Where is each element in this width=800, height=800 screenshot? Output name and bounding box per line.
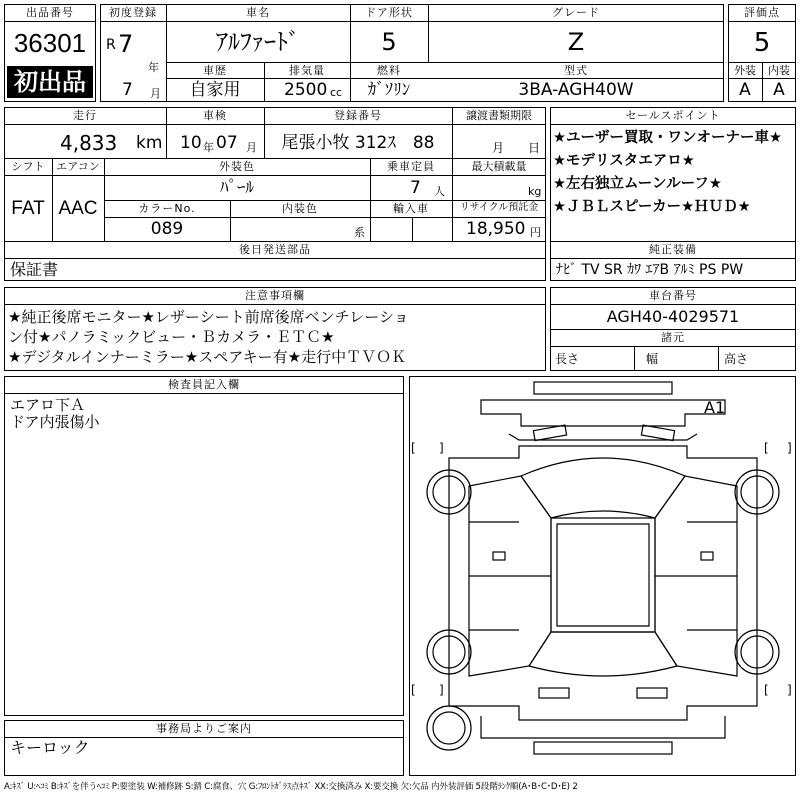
displacement-value: 2500 xyxy=(284,80,328,100)
aircon-label: エアコン xyxy=(56,160,100,173)
doors-value: 5 xyxy=(381,28,397,56)
legend-text: A:ｷｽﾞ U:ﾍｺﾐ B:ｷｽﾞを伴うﾍｺﾐ P:要塗装 W:補修跡 S:錆 C:腐食、穴 G:ﾌﾛﾝﾄｶﾞﾗｽ点ｷｽﾞ XX:交換済み X:要交換 欠:欠品 内外装評価 5段階ﾗﾝｸ順(A･B･C･D･E) 2 xyxy=(4,782,578,792)
first-reg-month: 7 xyxy=(122,80,133,100)
inspection-month: 07 xyxy=(216,133,238,153)
interior-grade-label: 内装 xyxy=(768,64,790,77)
office-label: 事務局よりご案内 xyxy=(156,722,252,735)
notes-line-3: ★デジタルインナーミラー★スペアキー有★走行中ＴＶＯＫ xyxy=(8,348,407,366)
interior-grade-value: A xyxy=(773,80,785,100)
shift-label: シフト xyxy=(11,160,45,173)
model-label: 型式 xyxy=(564,64,588,77)
chassis-label: 車台番号 xyxy=(649,289,697,302)
sales-points-label: セールスポイント xyxy=(625,109,721,122)
score-value: 5 xyxy=(753,28,771,58)
inspection-month-unit: 月 xyxy=(246,141,257,154)
recycle-unit: 円 xyxy=(530,226,541,239)
exterior-color-value: ﾊﾟｰﾙ xyxy=(220,178,254,198)
lot-label: 出品番号 xyxy=(26,6,74,19)
displacement-unit: cc xyxy=(330,86,343,99)
history-label: 車歴 xyxy=(203,64,227,77)
max-load-unit: kg xyxy=(528,185,542,198)
svg-text:[: [ xyxy=(411,683,416,697)
svg-text:]: ] xyxy=(439,683,444,697)
transfer-month-unit: 月 xyxy=(492,141,505,155)
capacity-label: 乗車定員 xyxy=(387,160,435,173)
svg-text:[: [ xyxy=(764,683,769,697)
mileage-value: 4,833 xyxy=(60,131,118,155)
sales-point-line-3: ★左右独立ムーンルーフ★ xyxy=(553,176,722,192)
exterior-grade-label: 外装 xyxy=(734,64,756,77)
svg-text:]: ] xyxy=(439,441,444,455)
first-reg-year-unit: 年 xyxy=(148,61,159,74)
interior-color-unit: 系 xyxy=(354,226,365,239)
car-name-value: ｱﾙﾌｧｰﾄﾞ xyxy=(216,28,300,56)
damage-mark-a1: A1 xyxy=(704,398,726,417)
inspection-year: 10 xyxy=(180,133,202,153)
inspector-line-2: ドア内張傷小 xyxy=(10,413,100,431)
sales-point-line-4: ★ＪＢＬスピーカー★ＨＵＤ★ xyxy=(553,199,751,215)
aircon-value: AAC xyxy=(58,198,98,219)
first-reg-month-unit: 月 xyxy=(150,87,161,100)
max-load-label: 最大積載量 xyxy=(471,160,527,173)
dimensions-label: 諸元 xyxy=(661,331,685,344)
first-reg-era: R xyxy=(106,37,116,53)
inspection-year-unit: 年 xyxy=(203,141,214,154)
equipment-label: 純正装備 xyxy=(649,243,697,256)
plate-value: 尾張小牧 312ｽ 88 xyxy=(281,133,435,153)
shift-value: FAT xyxy=(11,198,45,219)
sales-point-line-2: ★モデリスタエアロ★ xyxy=(553,153,695,169)
capacity-value: 7 xyxy=(410,178,421,198)
car-name-label: 車名 xyxy=(246,6,270,19)
inspection-label: 車検 xyxy=(203,109,227,122)
grade-value: Z xyxy=(567,28,585,56)
sales-point-line-1: ★ユーザー買取・ワンオーナー車★ xyxy=(553,130,782,146)
followup-value: 保証書 xyxy=(10,260,59,279)
interior-color-label: 内装色 xyxy=(282,202,318,215)
mileage-unit: km xyxy=(136,133,163,153)
transfer-day-unit: 日 xyxy=(528,141,541,155)
exterior-grade-value: A xyxy=(739,80,751,100)
history-value: 自家用 xyxy=(189,80,241,100)
doors-label: ドア形状 xyxy=(365,6,413,19)
svg-text:[: [ xyxy=(764,441,769,455)
notes-line-2: ン付★パノラミックビュー・Ｂカメラ・ＥＴＣ★ xyxy=(8,328,335,346)
fuel-label: 燃料 xyxy=(377,64,401,77)
color-no-value: 089 xyxy=(150,219,184,239)
chassis-value: AGH40-4029571 xyxy=(606,307,740,326)
notes-line-1: ★純正後席モニター★レザーシート前席後席ベンチレーショ xyxy=(8,308,409,326)
capacity-unit: 人 xyxy=(434,185,445,198)
svg-text:]: ] xyxy=(787,683,792,697)
first-listing-badge: 初出品 xyxy=(7,66,93,98)
recycle-label: リサイクル預託金 xyxy=(459,202,539,213)
inspector-line-1: エアロ下Ａ xyxy=(10,396,86,414)
transfer-label: 譲渡書類期限 xyxy=(466,109,532,122)
first-reg-year: 7 xyxy=(118,30,134,58)
svg-text:]: ] xyxy=(787,441,792,455)
notes-label: 注意事項欄 xyxy=(245,289,305,302)
dimension-length-label: 長さ xyxy=(555,352,580,366)
lot-number: 36301 xyxy=(13,28,87,58)
office-value: キーロック xyxy=(10,738,90,757)
recycle-value: 18,950 xyxy=(466,219,526,239)
model-value: 3BA-AGH40W xyxy=(518,80,634,100)
mileage-label: 走行 xyxy=(73,109,97,122)
fuel-value: ｶﾞｿﾘﾝ xyxy=(367,80,411,100)
first-reg-label: 初度登録 xyxy=(109,6,157,19)
svg-text:[: [ xyxy=(411,441,416,455)
equipment-value: ﾅﾋﾞ TV SR ｶﾜ ｴｱB ｱﾙﾐ PS PW xyxy=(556,262,744,278)
color-no-label: カラーNo. xyxy=(138,202,196,215)
grade-label: グレード xyxy=(552,6,600,19)
dimension-width-label: 幅 xyxy=(646,352,659,366)
score-label: 評価点 xyxy=(744,6,780,19)
followup-label: 後日発送部品 xyxy=(239,243,311,256)
inspector-label: 検査員記入欄 xyxy=(168,378,240,391)
import-label: 輸入車 xyxy=(393,202,429,215)
displacement-label: 排気量 xyxy=(289,64,325,77)
dimension-height-label: 高さ xyxy=(724,352,749,366)
car-diagram xyxy=(409,376,796,776)
plate-label: 登録番号 xyxy=(334,109,382,122)
exterior-color-label: 外装色 xyxy=(219,160,255,173)
